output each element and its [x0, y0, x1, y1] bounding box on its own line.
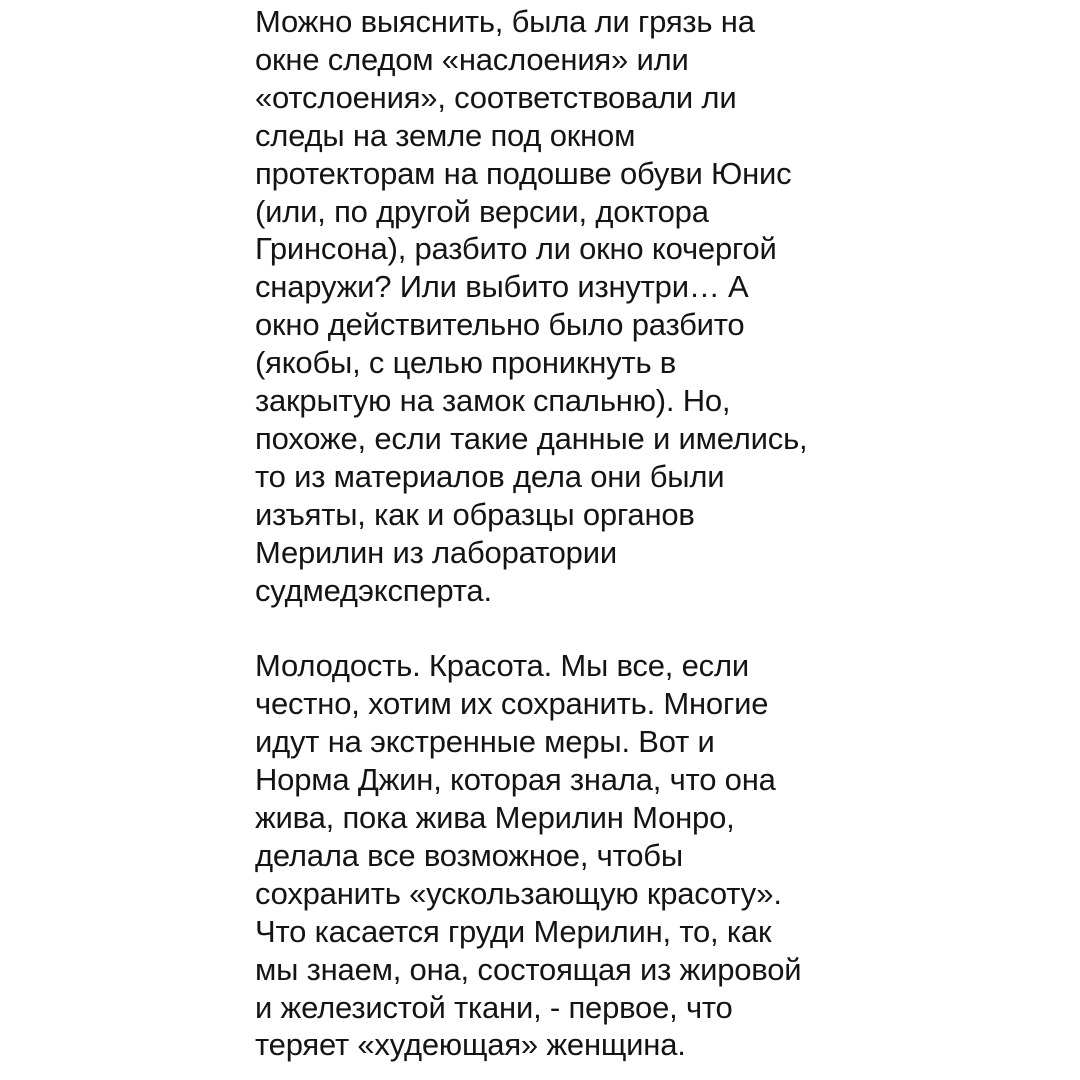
text-line: то из материалов дела они были: [255, 458, 725, 494]
text-line: протекторам на подошве обуви Юнис: [255, 155, 792, 191]
text-line: жива, пока жива Мерилин Монро,: [255, 800, 735, 836]
text-line: делала все возможное, чтобы: [255, 837, 683, 873]
text-line: изъяты, как и образцы органов: [255, 496, 695, 532]
text-line: мы знаем, она, состоящая из жировой: [255, 951, 802, 987]
paragraph-2: [255, 647, 855, 1064]
text-line: похоже, если такие данные и имелись,: [255, 420, 808, 456]
text-line: снаружи? Или выбито изнутри… А: [255, 269, 749, 305]
text-line: Можно выяснить, была ли грязь на: [255, 4, 755, 39]
text-line: и железистой ткани, - первое, что: [255, 989, 733, 1025]
text-line: судмедэксперта.: [255, 572, 492, 608]
paragraph-1: [255, 3, 855, 610]
text-line: Мерилин из лаборатории: [255, 534, 617, 570]
text-line: закрытую на замок спальню). Но,: [255, 383, 731, 419]
text-line: Молодость. Красота. Мы все, если: [255, 648, 749, 684]
text-line: окно действительно было разбито: [255, 307, 745, 343]
text-line: Норма Джин, которая знала, что она: [255, 762, 776, 798]
text-line: честно, хотим их сохранить. Многие: [255, 686, 769, 722]
text-line: окне следом «наслоения» или: [255, 41, 689, 77]
text-line: Что касается груди Мерилин, то, как: [255, 913, 772, 949]
text-line: (якобы, с целью проникнуть в: [255, 345, 677, 381]
text-column: [255, 3, 855, 1064]
text-line: сохранить «ускользающую красоту».: [255, 875, 782, 911]
text-line: (или, по другой версии, доктора: [255, 193, 709, 229]
text-line: «отслоения», соответствовали ли: [255, 79, 737, 115]
paragraph-gap: [255, 610, 855, 648]
text-line: Гринсона), разбито ли окно кочергой: [255, 231, 777, 267]
text-line: следы на земле под окном: [255, 117, 636, 153]
text-line: идут на экстренные меры. Вот и: [255, 724, 715, 760]
text-line: теряет «худеющая» женщина.: [255, 1027, 686, 1063]
